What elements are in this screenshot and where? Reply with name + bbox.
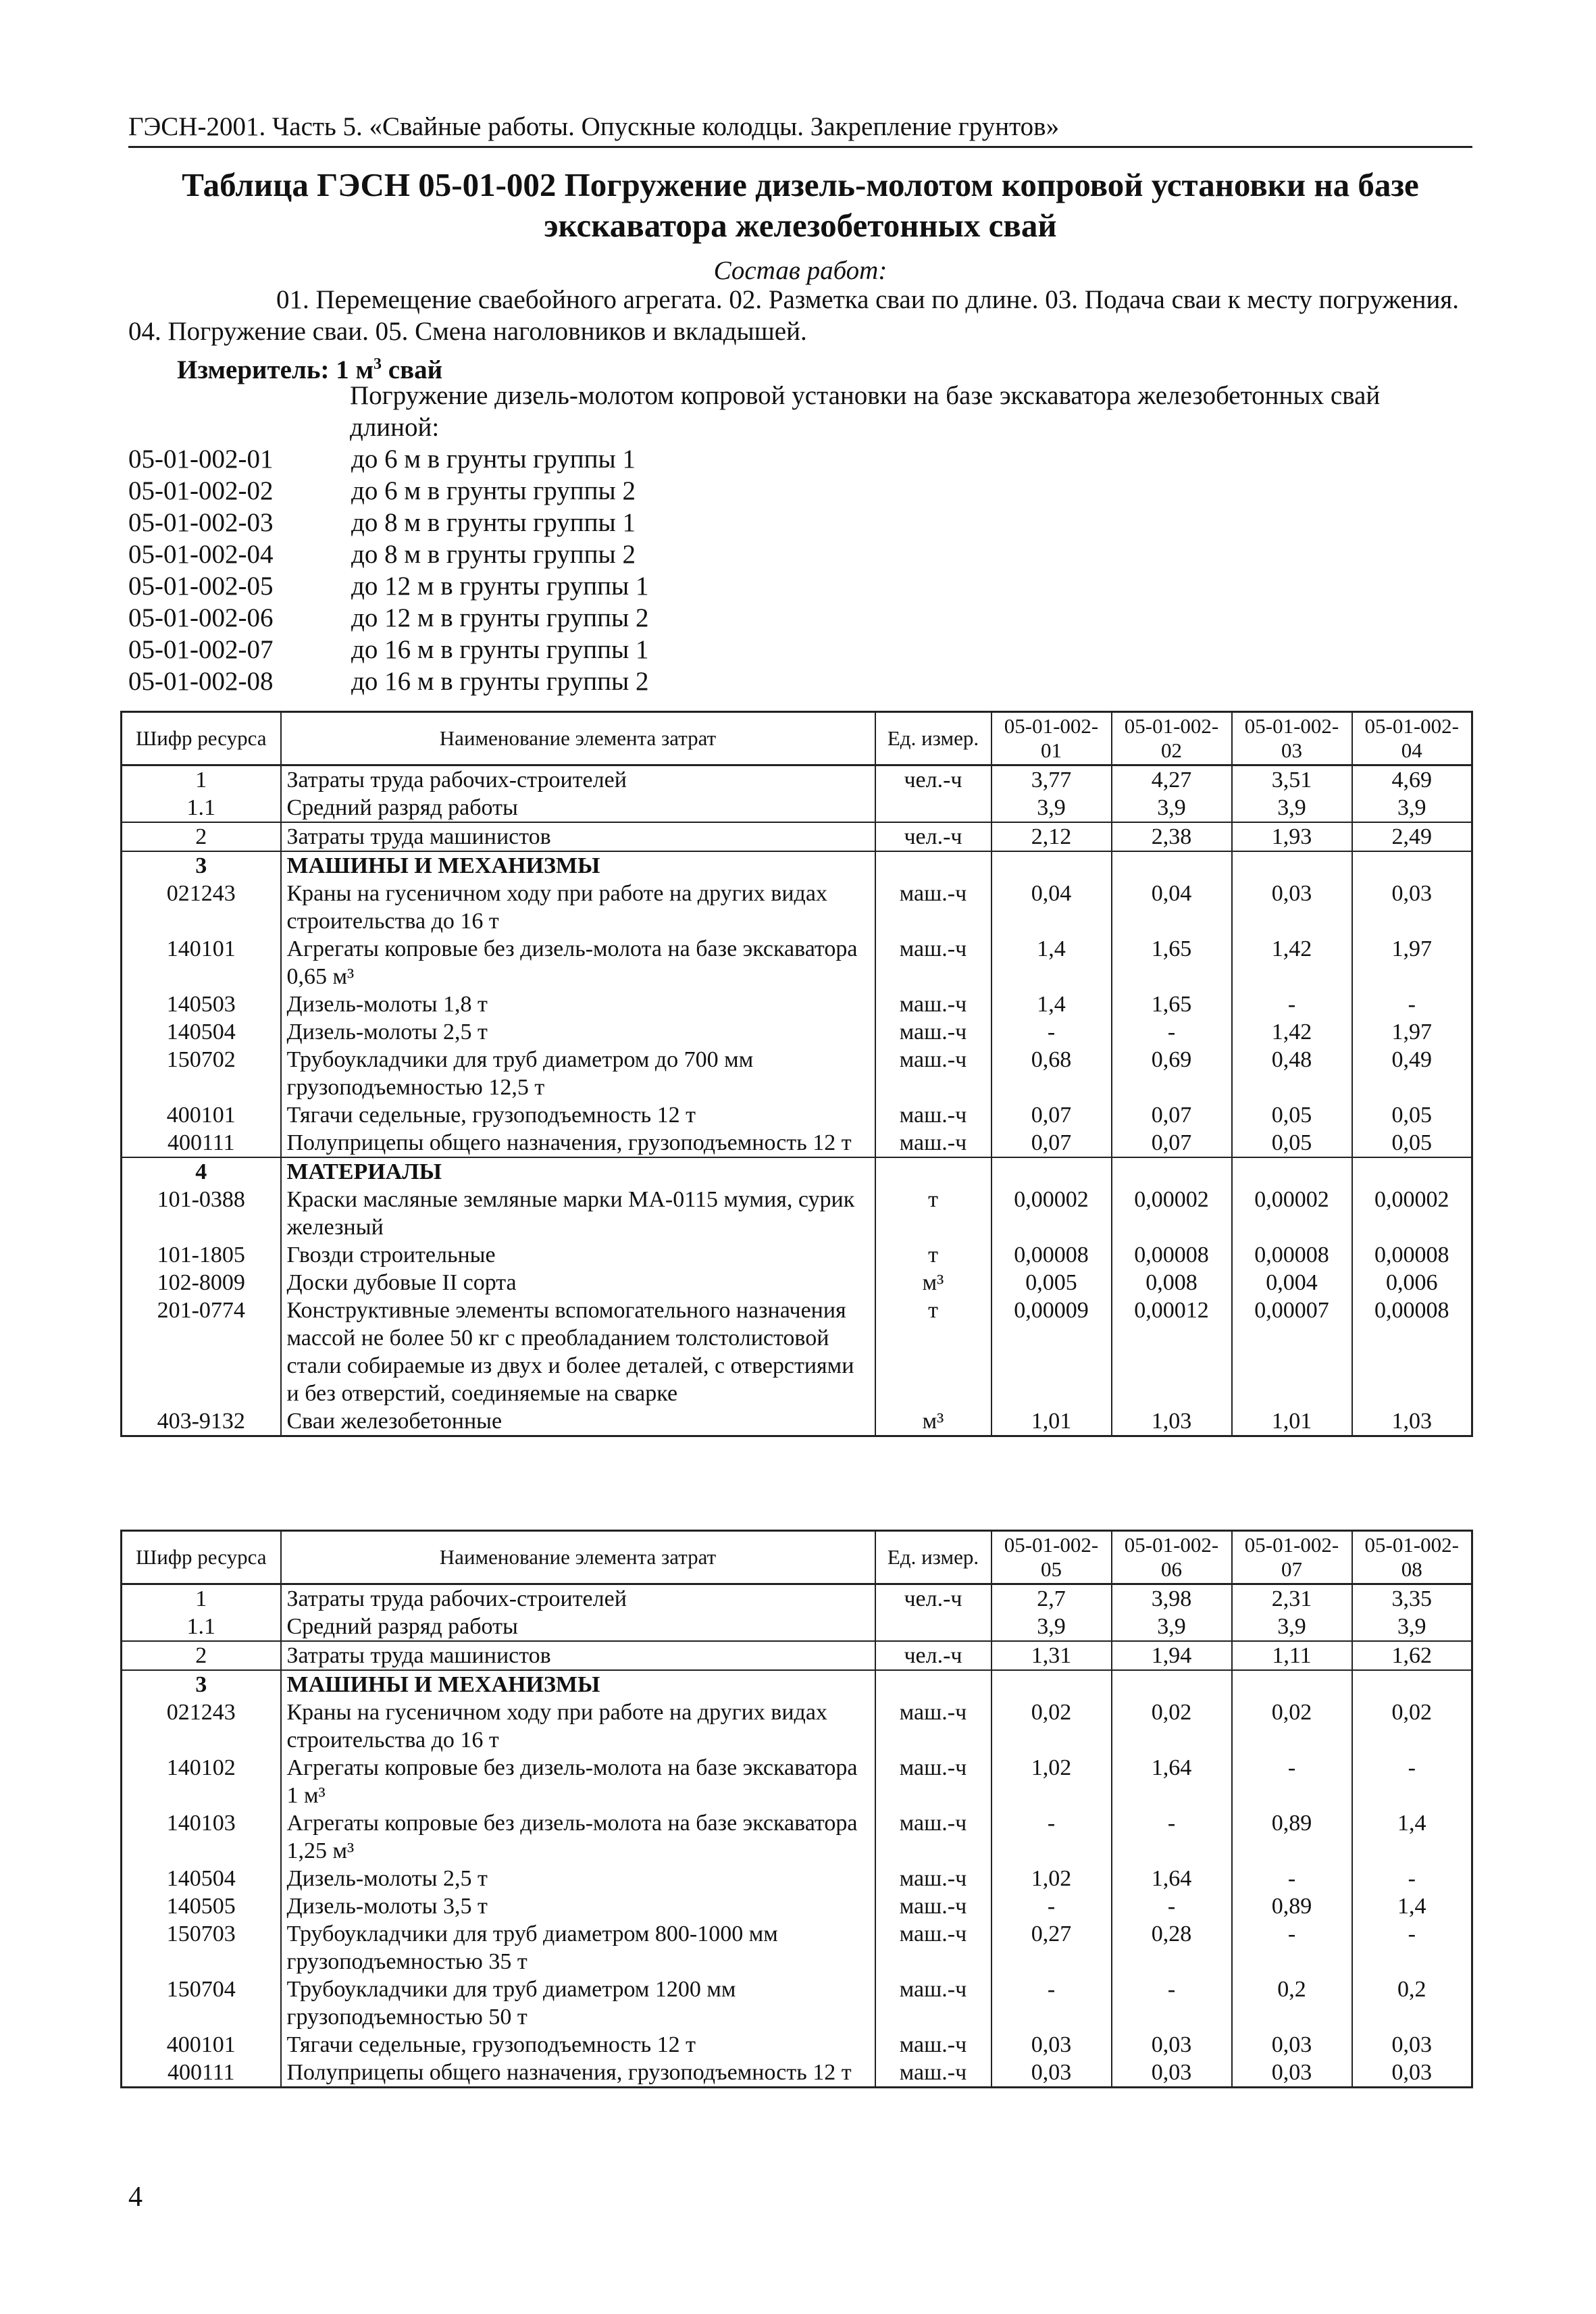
value-cell: 2,49 [1352, 822, 1472, 851]
table-row [122, 1018, 1472, 1046]
value-cell: 0,03 [1112, 2031, 1232, 2059]
variant-code: 05-01-002-04 [128, 540, 274, 569]
table-row [122, 1584, 1472, 1613]
page-number: 4 [128, 2182, 143, 2213]
value-cell: 3,35 [1352, 1584, 1472, 1613]
value-cell: - [992, 1018, 1112, 1046]
unit-cell [875, 1613, 992, 1641]
variant-text: до 6 м в грунты группы 2 [351, 476, 636, 505]
cost-element-name: Краски масляные земляные марки МА-0115 мумия, сурик железный [281, 1186, 875, 1241]
unit-cell: маш.-ч [875, 1699, 992, 1754]
value-cell: 0,03 [1352, 2031, 1472, 2059]
table-row [122, 1809, 1472, 1865]
cost-element-name: Тягачи седельные, грузоподъемность 12 т [281, 1101, 875, 1129]
variant-text: до 12 м в грунты группы 2 [351, 603, 649, 632]
unit-cell: чел.-ч [875, 822, 992, 851]
resource-code: 140504 [122, 1865, 281, 1892]
resource-code: 400101 [122, 2031, 281, 2059]
cost-element-name: Дизель-молоты 1,8 т [281, 990, 875, 1018]
unit-cell: маш.-ч [875, 1101, 992, 1129]
value-cell [992, 1157, 1112, 1186]
resource-code: 400111 [122, 2059, 281, 2088]
resource-code: 150702 [122, 1046, 281, 1101]
value-cell: - [1352, 1865, 1472, 1892]
unit-cell: т [875, 1297, 992, 1407]
resource-code: 140504 [122, 1018, 281, 1046]
unit-cell: маш.-ч [875, 880, 992, 935]
value-cell: 1,02 [992, 1865, 1112, 1892]
value-cell: 0,00008 [1352, 1297, 1472, 1407]
variant-text: до 16 м в грунты группы 2 [351, 667, 649, 696]
resource-code: 1.1 [122, 1613, 281, 1641]
cost-element-name: Дизель-молоты 2,5 т [281, 1018, 875, 1046]
table-title-line2: экскаватора железобетонных свай [544, 207, 1057, 244]
value-cell: 0,89 [1232, 1809, 1352, 1865]
value-cell: - [1232, 1754, 1352, 1809]
cost-element-name: Доски дубовые II сорта [281, 1269, 875, 1297]
value-cell: 0,48 [1232, 1046, 1352, 1101]
unit-cell: чел.-ч [875, 765, 992, 795]
value-cell: 0,00002 [1232, 1186, 1352, 1241]
value-cell: - [1112, 1976, 1232, 2031]
resource-code: 101-0388 [122, 1186, 281, 1241]
value-cell: 0,07 [1112, 1129, 1232, 1157]
value-cell: - [1232, 1865, 1352, 1892]
value-cell: 1,64 [1112, 1754, 1232, 1809]
value-cell: 0,02 [1232, 1699, 1352, 1754]
table-row [122, 935, 1472, 990]
value-cell: 0,02 [1112, 1699, 1232, 1754]
cost-element-name: Полуприцепы общего назначения, грузоподъемность 12 т [281, 2059, 875, 2088]
table-row [122, 1699, 1472, 1754]
unit-cell: чел.-ч [875, 1641, 992, 1670]
work-line-1: 01. Перемещение сваебойного агрегата. 02. Разметка сваи по длине. 03. Подача сваи к месту погружения. [276, 285, 1459, 314]
value-cell: 0,04 [992, 880, 1112, 935]
value-cell: 3,77 [992, 765, 1112, 795]
value-cell: 4,69 [1352, 765, 1472, 795]
variant-code: 05-01-002-03 [128, 508, 274, 537]
value-cell: 0,00002 [1352, 1186, 1472, 1241]
variant-row [128, 475, 648, 507]
unit-cell: т [875, 1241, 992, 1269]
value-cell: 0,89 [1232, 1892, 1352, 1920]
value-cell: - [1112, 1809, 1232, 1865]
cost-element-name: МАШИНЫ И МЕХАНИЗМЫ [281, 851, 875, 880]
variants-intro [350, 380, 1431, 443]
unit-cell: маш.-ч [875, 2059, 992, 2088]
resource-code: 140101 [122, 935, 281, 990]
value-cell: 0,69 [1112, 1046, 1232, 1101]
value-cell: 1,42 [1232, 935, 1352, 990]
resource-code: 140102 [122, 1754, 281, 1809]
cost-element-name: Дизель-молоты 2,5 т [281, 1865, 875, 1892]
cost-element-name: Агрегаты копровые без дизель-молота на базе экскаватора 0,65 м³ [281, 935, 875, 990]
unit-cell: маш.-ч [875, 1129, 992, 1157]
value-cell: 0,006 [1352, 1269, 1472, 1297]
value-cell: 0,27 [992, 1920, 1112, 1976]
value-cell: 1,11 [1232, 1641, 1352, 1670]
unit-cell: маш.-ч [875, 1865, 992, 1892]
resource-code: 2 [122, 822, 281, 851]
value-cell: - [992, 1809, 1112, 1865]
value-cell: 0,2 [1352, 1976, 1472, 2031]
value-cell: 3,9 [992, 794, 1112, 822]
value-cell [1352, 851, 1472, 880]
value-cell: 0,03 [1232, 2031, 1352, 2059]
table-row [122, 1186, 1472, 1241]
resource-code: 3 [122, 1670, 281, 1699]
header-norm-code: 05-01-002-02 [1112, 712, 1232, 765]
table-row [122, 1976, 1472, 2031]
resource-code: 140503 [122, 990, 281, 1018]
value-cell: 0,02 [992, 1699, 1112, 1754]
value-cell [1112, 1670, 1232, 1699]
variant-text: до 12 м в грунты группы 1 [351, 572, 649, 601]
value-cell: - [992, 1976, 1112, 2031]
unit-cell [875, 1157, 992, 1186]
table-row [122, 1920, 1472, 1976]
cost-element-name: Трубоукладчики для труб диаметром 1200 мм грузоподъемностью 50 т [281, 1976, 875, 2031]
variant-text: до 8 м в грунты группы 1 [351, 508, 636, 537]
unit-cell: маш.-ч [875, 1920, 992, 1976]
table-row [122, 2059, 1472, 2088]
value-cell [1112, 1157, 1232, 1186]
value-cell: 0,05 [1352, 1129, 1472, 1157]
value-cell: 0,00002 [992, 1186, 1112, 1241]
value-cell: 0,03 [992, 2031, 1112, 2059]
cost-element-name: Краны на гусеничном ходу при работе на других видах строительства до 16 т [281, 880, 875, 935]
meter-tail: свай [382, 355, 443, 384]
value-cell [992, 1670, 1112, 1699]
value-cell: 0,04 [1112, 880, 1232, 935]
table-row [122, 765, 1472, 795]
resource-code: 102-8009 [122, 1269, 281, 1297]
value-cell: 0,00008 [992, 1241, 1112, 1269]
cost-element-name: Трубоукладчики для труб диаметром 800-1000 мм грузоподъемностью 35 т [281, 1920, 875, 1976]
unit-cell: маш.-ч [875, 1018, 992, 1046]
variant-code: 05-01-002-05 [128, 572, 274, 601]
unit-cell: маш.-ч [875, 1046, 992, 1101]
value-cell: 1,4 [1352, 1809, 1472, 1865]
value-cell: 1,64 [1112, 1865, 1232, 1892]
value-cell: - [1352, 1754, 1472, 1809]
value-cell: 1,31 [992, 1641, 1112, 1670]
value-cell: 0,03 [1352, 2059, 1472, 2088]
value-cell: - [1352, 990, 1472, 1018]
value-cell: 0,03 [1112, 2059, 1232, 2088]
unit-cell: маш.-ч [875, 935, 992, 990]
cost-element-name: Средний разряд работы [281, 794, 875, 822]
unit-cell: маш.-ч [875, 1892, 992, 1920]
header-norm-code: 05-01-002-05 [992, 1531, 1112, 1584]
value-cell: 0,008 [1112, 1269, 1232, 1297]
resource-code: 201-0774 [122, 1297, 281, 1407]
resource-code: 140505 [122, 1892, 281, 1920]
value-cell: 0,00007 [1232, 1297, 1352, 1407]
table-title-line1: Таблица ГЭСН 05-01-002 Погружение дизель-молотом копровой установки на базе [182, 166, 1419, 203]
variant-row [128, 507, 648, 538]
resource-code: 150704 [122, 1976, 281, 2031]
work-composition-caption: Состав работ: [713, 256, 887, 285]
variants-intro-line2: длиной: [350, 413, 440, 442]
table-row [122, 1129, 1472, 1157]
variant-code: 05-01-002-02 [128, 476, 274, 505]
value-cell [1232, 1670, 1352, 1699]
value-cell: 1,65 [1112, 990, 1232, 1018]
table-header-row [122, 1531, 1472, 1584]
variant-code: 05-01-002-01 [128, 445, 274, 474]
meter-sup: 3 [374, 355, 382, 373]
table-header-row [122, 712, 1472, 765]
value-cell: - [1352, 1920, 1472, 1976]
resource-code: 1.1 [122, 794, 281, 822]
cost-element-name: Агрегаты копровые без дизель-молота на базе экскаватора 1 м³ [281, 1754, 875, 1809]
value-cell: 3,9 [1112, 794, 1232, 822]
variant-row [128, 570, 648, 602]
variant-row [128, 665, 648, 697]
resource-code: 400111 [122, 1129, 281, 1157]
table-row [122, 1407, 1472, 1436]
resource-code: 2 [122, 1641, 281, 1670]
resource-code: 1 [122, 1584, 281, 1613]
table-row [122, 2031, 1472, 2059]
unit-cell: маш.-ч [875, 2031, 992, 2059]
value-cell: 1,01 [1232, 1407, 1352, 1436]
table-row [122, 822, 1472, 851]
cost-element-name: Затраты труда рабочих-строителей [281, 765, 875, 795]
variant-row [128, 538, 648, 570]
unit-cell [875, 851, 992, 880]
cost-element-name: МАШИНЫ И МЕХАНИЗМЫ [281, 1670, 875, 1699]
resource-code: 140103 [122, 1809, 281, 1865]
resource-code: 1 [122, 765, 281, 795]
value-cell: 3,9 [1232, 1613, 1352, 1641]
work-composition-text [128, 284, 1472, 347]
cost-element-name: Затраты труда рабочих-строителей [281, 1584, 875, 1613]
table-row [122, 1865, 1472, 1892]
value-cell [992, 851, 1112, 880]
value-cell: 2,38 [1112, 822, 1232, 851]
variant-row [128, 443, 648, 475]
table-row [122, 1892, 1472, 1920]
value-cell: 2,31 [1232, 1584, 1352, 1613]
table-row [122, 794, 1472, 822]
value-cell: 0,2 [1232, 1976, 1352, 2031]
cost-element-name: Краны на гусеничном ходу при работе на других видах строительства до 16 т [281, 1699, 875, 1754]
table-row [122, 1101, 1472, 1129]
cost-element-name: Полуприцепы общего назначения, грузоподъемность 12 т [281, 1129, 875, 1157]
variant-code: 05-01-002-08 [128, 667, 274, 696]
table-row [122, 1641, 1472, 1670]
value-cell: 1,62 [1352, 1641, 1472, 1670]
running-header: ГЭСН-2001. Часть 5. «Свайные работы. Опускные колодцы. Закрепление грунтов» [128, 112, 1472, 148]
table-row [122, 1157, 1472, 1186]
resource-code: 101-1805 [122, 1241, 281, 1269]
meter-label: Измеритель: 1 м [177, 355, 374, 384]
variant-text: до 6 м в грунты группы 1 [351, 445, 636, 474]
cost-element-name: Дизель-молоты 3,5 т [281, 1892, 875, 1920]
cost-element-name: МАТЕРИАЛЫ [281, 1157, 875, 1186]
header-unit: Ед. измер. [875, 1531, 992, 1584]
table-row [122, 990, 1472, 1018]
norm-table-1 [120, 711, 1473, 1437]
header-norm-code: 05-01-002-08 [1352, 1531, 1472, 1584]
cost-element-name: Трубоукладчики для труб диаметром до 700 мм грузоподъемностью 12,5 т [281, 1046, 875, 1101]
header-name: Наименование элемента затрат [281, 712, 875, 765]
cost-element-name: Конструктивные элементы вспомогательного назначения массой не более 50 кг с преобладанием толстолистовой стали собираемые из двух и более деталей, с отверстиями и без отверстий, соединяемые на сварке [281, 1297, 875, 1407]
variant-code: 05-01-002-07 [128, 635, 274, 664]
value-cell: 0,00002 [1112, 1186, 1232, 1241]
value-cell: - [1232, 1920, 1352, 1976]
value-cell: 1,4 [992, 990, 1112, 1018]
header-code: Шифр ресурса [122, 1531, 281, 1584]
value-cell: 1,65 [1112, 935, 1232, 990]
value-cell: 4,27 [1112, 765, 1232, 795]
value-cell: 1,42 [1232, 1018, 1352, 1046]
value-cell: 0,02 [1352, 1699, 1472, 1754]
value-cell: 0,005 [992, 1269, 1112, 1297]
value-cell: 1,94 [1112, 1641, 1232, 1670]
unit-cell [875, 1670, 992, 1699]
value-cell: 0,03 [1232, 2059, 1352, 2088]
value-cell: 0,00009 [992, 1297, 1112, 1407]
resource-code: 021243 [122, 880, 281, 935]
value-cell [1352, 1157, 1472, 1186]
header-norm-code: 05-01-002-01 [992, 712, 1112, 765]
table-row [122, 1613, 1472, 1641]
value-cell: 0,07 [992, 1129, 1112, 1157]
value-cell: 0,05 [1232, 1101, 1352, 1129]
value-cell: 0,03 [1232, 880, 1352, 935]
variant-code: 05-01-002-06 [128, 603, 274, 632]
header-norm-code: 05-01-002-03 [1232, 712, 1352, 765]
table-row [122, 1269, 1472, 1297]
value-cell: 3,9 [1112, 1613, 1232, 1641]
value-cell: 0,07 [1112, 1101, 1232, 1129]
variant-list [128, 443, 648, 697]
header-code: Шифр ресурса [122, 712, 281, 765]
resource-code: 400101 [122, 1101, 281, 1129]
unit-cell: маш.-ч [875, 1809, 992, 1865]
table-row [122, 851, 1472, 880]
cost-element-name: Гвозди строительные [281, 1241, 875, 1269]
resource-code: 403-9132 [122, 1407, 281, 1436]
value-cell: 0,00008 [1232, 1241, 1352, 1269]
variant-row [128, 634, 648, 665]
value-cell: 3,9 [1232, 794, 1352, 822]
cost-element-name: Тягачи седельные, грузоподъемность 12 т [281, 2031, 875, 2059]
value-cell [1232, 1157, 1352, 1186]
header-name: Наименование элемента затрат [281, 1531, 875, 1584]
value-cell: 0,05 [1232, 1129, 1352, 1157]
value-cell: 0,00008 [1352, 1241, 1472, 1269]
value-cell: 0,68 [992, 1046, 1112, 1101]
unit-cell: м³ [875, 1407, 992, 1436]
unit-cell: маш.-ч [875, 990, 992, 1018]
table-row [122, 880, 1472, 935]
unit-cell: чел.-ч [875, 1584, 992, 1613]
value-cell: 3,9 [992, 1613, 1112, 1641]
table-row [122, 1754, 1472, 1809]
value-cell: 0,49 [1352, 1046, 1472, 1101]
cost-element-name: Затраты труда машинистов [281, 822, 875, 851]
value-cell: 1,93 [1232, 822, 1352, 851]
value-cell: 1,97 [1352, 1018, 1472, 1046]
table-row [122, 1297, 1472, 1407]
cost-element-name: Сваи железобетонные [281, 1407, 875, 1436]
unit-cell [875, 794, 992, 822]
value-cell [1112, 851, 1232, 880]
value-cell [1352, 1670, 1472, 1699]
norm-table-2 [120, 1530, 1473, 2088]
table-title [128, 165, 1472, 246]
value-cell: - [1112, 1018, 1232, 1046]
cost-element-name: Затраты труда машинистов [281, 1641, 875, 1670]
resource-code: 150703 [122, 1920, 281, 1976]
variant-text: до 8 м в грунты группы 2 [351, 540, 636, 569]
value-cell: - [1232, 990, 1352, 1018]
variants-intro-line1: Погружение дизель-молотом копровой установки на базе экскаватора железобетонных свай [350, 381, 1381, 410]
resource-code: 4 [122, 1157, 281, 1186]
unit-cell: маш.-ч [875, 1976, 992, 2031]
unit-cell: м³ [875, 1269, 992, 1297]
value-cell: 3,9 [1352, 794, 1472, 822]
variant-text: до 16 м в грунты группы 1 [351, 635, 649, 664]
value-cell: 0,28 [1112, 1920, 1232, 1976]
value-cell: 1,03 [1112, 1407, 1232, 1436]
value-cell: 0,07 [992, 1101, 1112, 1129]
value-cell: 1,01 [992, 1407, 1112, 1436]
cost-element-name: Агрегаты копровые без дизель-молота на базе экскаватора 1,25 м³ [281, 1809, 875, 1865]
value-cell: 0,05 [1352, 1101, 1472, 1129]
variant-row [128, 602, 648, 634]
value-cell: 0,00012 [1112, 1297, 1232, 1407]
table-row [122, 1670, 1472, 1699]
value-cell: 0,00008 [1112, 1241, 1232, 1269]
value-cell: 1,4 [1352, 1892, 1472, 1920]
value-cell: 2,7 [992, 1584, 1112, 1613]
resource-code: 3 [122, 851, 281, 880]
value-cell: 3,98 [1112, 1584, 1232, 1613]
header-norm-code: 05-01-002-07 [1232, 1531, 1352, 1584]
unit-cell: т [875, 1186, 992, 1241]
value-cell: - [992, 1892, 1112, 1920]
header-norm-code: 05-01-002-04 [1352, 712, 1472, 765]
value-cell: 0,03 [1352, 880, 1472, 935]
resource-code: 021243 [122, 1699, 281, 1754]
value-cell: 1,03 [1352, 1407, 1472, 1436]
value-cell: 1,97 [1352, 935, 1472, 990]
value-cell: - [1112, 1892, 1232, 1920]
table-row [122, 1241, 1472, 1269]
header-norm-code: 05-01-002-06 [1112, 1531, 1232, 1584]
cost-element-name: Средний разряд работы [281, 1613, 875, 1641]
unit-cell: маш.-ч [875, 1754, 992, 1809]
value-cell: 2,12 [992, 822, 1112, 851]
value-cell: 0,004 [1232, 1269, 1352, 1297]
value-cell: 1,4 [992, 935, 1112, 990]
value-cell: 0,03 [992, 2059, 1112, 2088]
table-row [122, 1046, 1472, 1101]
value-cell [1232, 851, 1352, 880]
value-cell: 3,9 [1352, 1613, 1472, 1641]
value-cell: 1,02 [992, 1754, 1112, 1809]
value-cell: 3,51 [1232, 765, 1352, 795]
header-unit: Ед. измер. [875, 712, 992, 765]
work-line-2: 04. Погружение сваи. 05. Смена наголовников и вкладышей. [128, 317, 807, 346]
